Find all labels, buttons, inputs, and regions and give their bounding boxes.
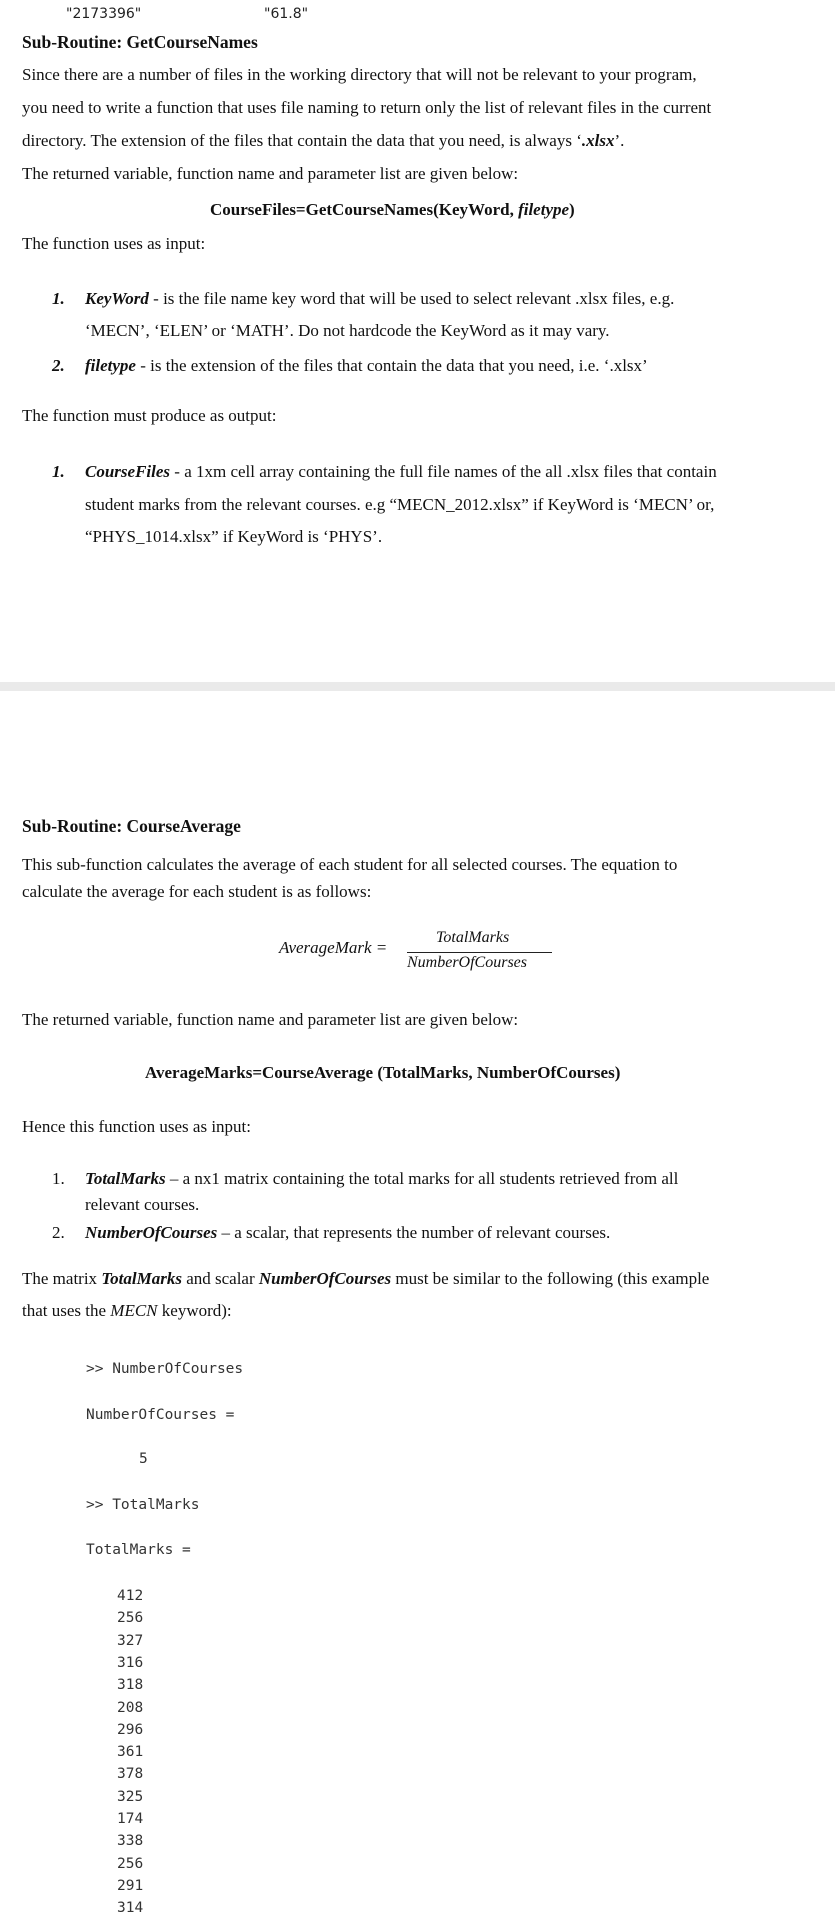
equation-denominator: NumberOfCourses [407, 954, 528, 971]
totalmarks-value: 291 [117, 1877, 144, 1894]
input-filetype-line1: filetype - is the extension of the files that contain the data that you need, i.e. ‘.xlsx’ [85, 356, 648, 375]
totalmarks-value: 208 [117, 1699, 144, 1716]
list-number: 2. [52, 356, 65, 375]
section2-example-line1: The matrix TotalMarks and scalar NumberOfCourses must be similar to the following (this example [22, 1269, 710, 1288]
output-coursefiles-line2: student marks from the relevant courses. e.g “MECN_2012.xlsx” if KeyWord is ‘MECN’ or, [85, 495, 715, 514]
totalmarks-value: 296 [117, 1721, 144, 1738]
totalmarks-value: 174 [117, 1811, 144, 1827]
section1-para-line1: Since there are a number of files in the working directory that will not be relevant to your program, [22, 65, 697, 84]
top-label-right: "61.8" [264, 6, 309, 22]
section2-para-line1: This sub-function calculates the average of each student for all selected courses. The equation to [22, 855, 678, 874]
totalmarks-value: 316 [117, 1654, 144, 1671]
totalmarks-value: 361 [117, 1744, 144, 1761]
section1-returned-line: The returned variable, function name and parameter list are given below: [22, 164, 519, 183]
totalmarks-value: 412 [117, 1588, 144, 1604]
totalmarks-value: 314 [117, 1900, 144, 1917]
section2-input-intro: Hence this function uses as input: [22, 1117, 251, 1136]
totalmarks-value: 256 [117, 1610, 144, 1627]
list-number: 1. [52, 289, 65, 308]
console-command-totalmarks: >> TotalMarks [86, 1497, 200, 1513]
totalmarks-value: 378 [117, 1766, 144, 1783]
section2-example-line2: that uses the MECN keyword): [22, 1301, 232, 1320]
equation-numerator: TotalMarks [436, 929, 510, 946]
equation-lhs: AverageMark = [279, 938, 388, 957]
file-extension: .xlsx [581, 131, 615, 150]
list-number: 2. [52, 1223, 65, 1242]
input-totalmarks-line2: relevant courses. [85, 1195, 200, 1214]
totalmarks-value: 256 [117, 1855, 144, 1872]
totalmarks-value: 338 [117, 1833, 144, 1850]
totalmarks-value: 327 [117, 1632, 144, 1649]
totalmarks-value: 325 [117, 1788, 144, 1805]
list-number: 1. [52, 1169, 65, 1188]
console-command-numberofcourses: >> NumberOfCourses [86, 1361, 244, 1377]
input-keyword-line2: ‘MECN’, ‘ELEN’ or ‘MATH’. Do not hardcode the KeyWord as it may vary. [85, 321, 610, 340]
section1-input-intro: The function uses as input: [22, 234, 206, 253]
console-label-numberofcourses: NumberOfCourses = [86, 1407, 235, 1423]
section1-output-intro: The function must produce as output: [22, 406, 277, 425]
section1-para-line2: you need to write a function that uses file naming to return only the list of relevant files in the current [22, 98, 712, 117]
section2-returned-line: The returned variable, function name and parameter list are given below: [22, 1010, 519, 1029]
console-label-totalmarks: TotalMarks = [86, 1542, 191, 1558]
section2-signature: AverageMarks=CourseAverage (TotalMarks, NumberOfCourses) [145, 1063, 621, 1082]
top-label-left: "2173396" [66, 6, 142, 22]
section2-heading: Sub-Routine: CourseAverage [22, 816, 241, 836]
fraction-line [407, 952, 552, 953]
section1-para-line3: directory. The extension of the files that contain the data that you need, is always ‘.xlsx’. [22, 131, 625, 150]
totalmarks-value: 318 [117, 1677, 144, 1694]
input-keyword-line1: KeyWord - is the file name key word that will be used to select relevant .xlsx files, e.g. [85, 289, 675, 308]
section1-heading: Sub-Routine: GetCourseNames [22, 32, 258, 52]
output-coursefiles-line1: CourseFiles - a 1xm cell array containing the full file names of the all .xlsx files that contain [85, 462, 717, 481]
list-number: 1. [52, 462, 65, 481]
input-totalmarks-line1: TotalMarks – a nx1 matrix containing the total marks for all students retrieved from all [85, 1169, 679, 1188]
output-coursefiles-line3: “PHYS_1014.xlsx” if KeyWord is ‘PHYS’. [85, 527, 383, 546]
input-numberofcourses-line1: NumberOfCourses – a scalar, that represents the number of relevant courses. [85, 1223, 611, 1242]
section1-signature: CourseFiles=GetCourseNames(KeyWord, filetype) [210, 200, 575, 219]
section-divider [0, 682, 835, 691]
section2-para-line2: calculate the average for each student is as follows: [22, 882, 372, 901]
console-value-numberofcourses: 5 [139, 1451, 148, 1467]
